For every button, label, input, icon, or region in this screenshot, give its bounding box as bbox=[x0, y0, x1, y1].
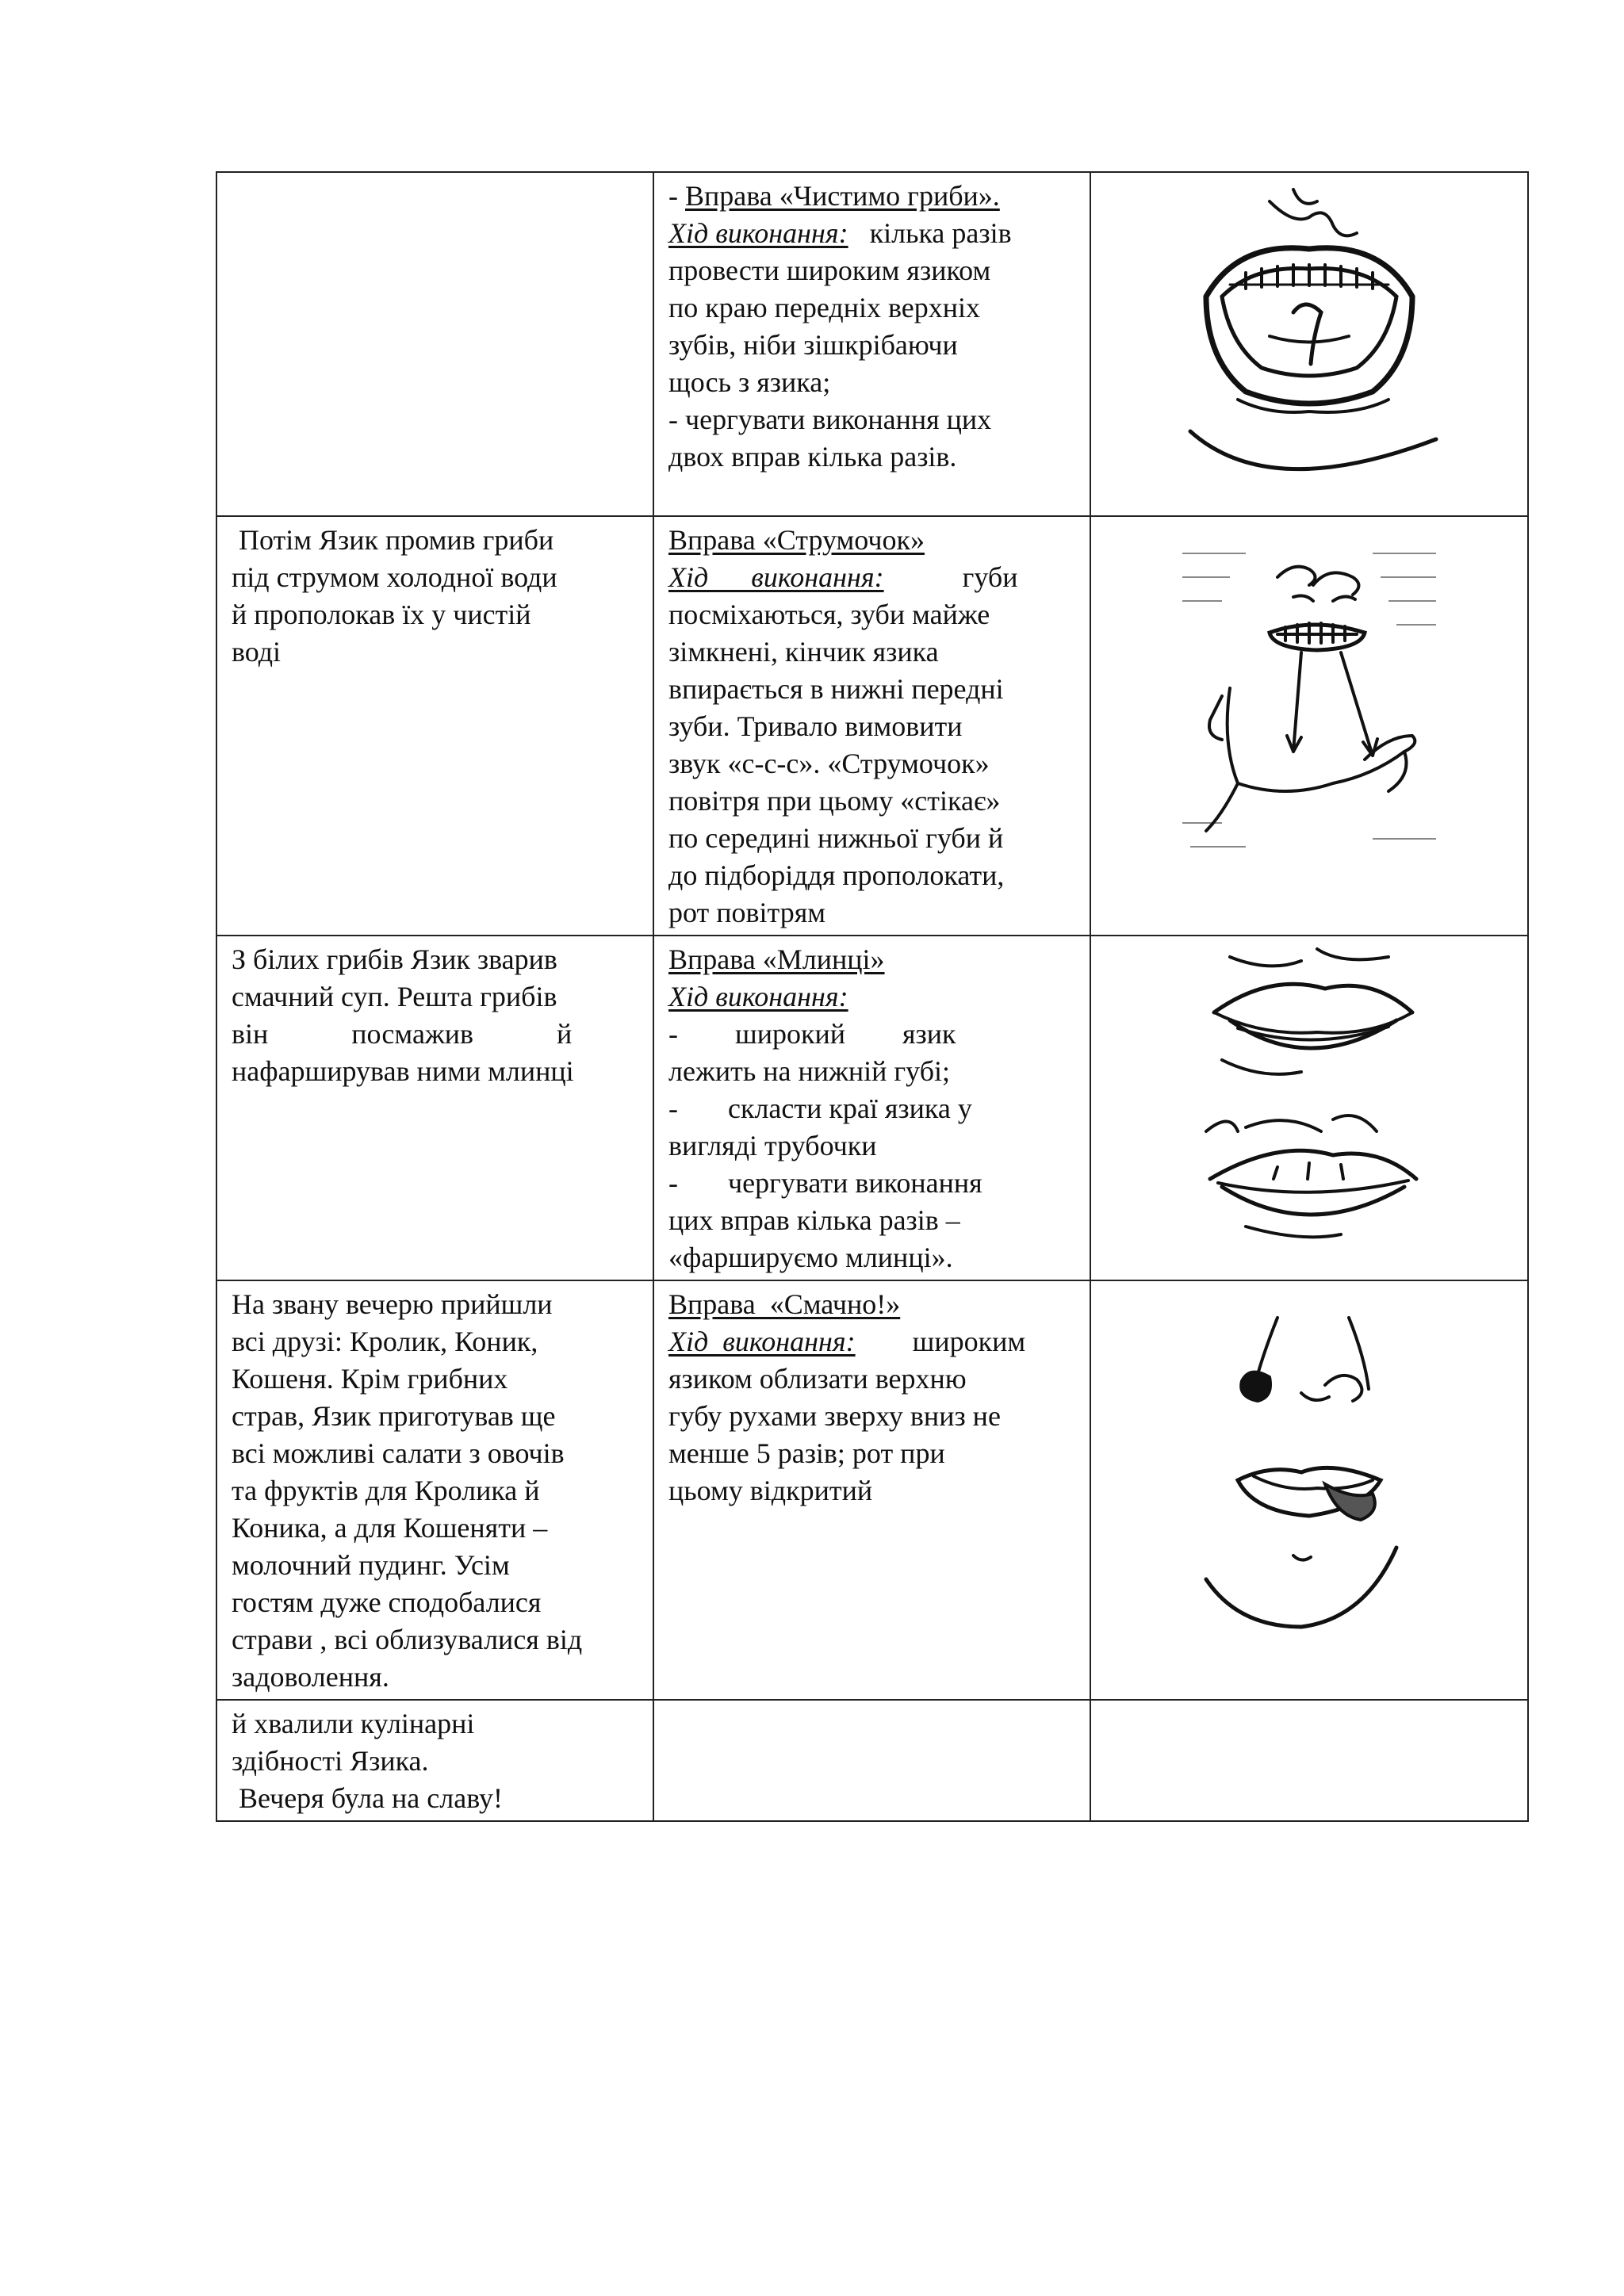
illustration-cell bbox=[1090, 1700, 1528, 1821]
method-label: Хід виконання: bbox=[668, 561, 884, 593]
exercise-cell bbox=[653, 1700, 1090, 1821]
exercise-cell: Вправа «Смачно!» Хід виконання: широким язиком облизати верхню губу рухами зверху вниз не менше 5 разів; рот при цьому відкритий bbox=[653, 1280, 1090, 1700]
method-label: Хід виконання: bbox=[668, 1326, 856, 1357]
exercise-title: Вправа «Млинці» bbox=[668, 943, 885, 975]
illustration-cell bbox=[1090, 936, 1528, 1280]
story-cell: Потім Язик промив гриби під струмом холодної води й прополокав їх у чистій воді bbox=[216, 516, 653, 936]
story-cell: На звану вечерю прийшли всі друзі: Кролик, Коник, Кошеня. Крім грибних страв, Язик приготував ще всі можливі салати з овочів та фруктів для Кролика й Коника, а для Кошеняти – молочний пудинг. Усім гостям дуже сподобалися страви , всі облизувалися від задоволення. bbox=[216, 1280, 653, 1700]
table-row bbox=[216, 172, 1528, 516]
table-row bbox=[216, 1700, 1528, 1821]
exercise-cell: Вправа «Млинці» Хід виконання: - широкий язик лежить на нижній губі; - скласти краї язика у вигляді трубочки - чергувати виконання цих вправ кілька разів – «фаршируємо млинці». bbox=[653, 936, 1090, 1280]
mouth-open-tongue-illustration bbox=[1174, 178, 1444, 495]
table-row bbox=[216, 1280, 1528, 1700]
stream-exhale-face-illustration bbox=[1174, 522, 1444, 871]
exercise-cell: Вправа «Струмочок» Хід виконання: губи посміхаються, зуби майже зімкнені, кінчик язика впирається в нижні передні зуби. Тривало вимовити звук «с-с-с». «Струмочок» повітря при цьому «стікає» по середині нижньої губи й до підборіддя прополокати, рот повітрям bbox=[653, 516, 1090, 936]
story-cell bbox=[216, 172, 653, 516]
lip-licking-face-illustration bbox=[1182, 1286, 1436, 1651]
story-cell: З білих грибів Язик зварив смачний суп. Решта грибів він посмажив й нафарширував ними млинці bbox=[216, 936, 653, 1280]
exercise-cell: - Вправа «Чистимо гриби». Хід виконання: кілька разів провести широким язиком по краю передніх верхніх зубів, ніби зішкрібаючи щось з язика; - чергувати виконання цих двох вправ кілька разів. bbox=[653, 172, 1090, 516]
exercise-title: Вправа «Смачно!» bbox=[668, 1288, 901, 1320]
illustration-cell bbox=[1090, 172, 1528, 516]
method-label: Хід виконання: bbox=[668, 217, 848, 249]
exercise-title: Вправа «Чистимо гриби». bbox=[685, 180, 1000, 212]
exercise-title: Вправа «Струмочок» bbox=[668, 524, 925, 556]
table-row bbox=[216, 516, 1528, 936]
illustration-cell bbox=[1090, 1280, 1528, 1700]
table-row bbox=[216, 936, 1528, 1280]
pancake-tongue-illustration bbox=[1182, 941, 1436, 1258]
method-label: Хід виконання: bbox=[668, 981, 848, 1012]
exercise-table bbox=[216, 171, 1529, 1822]
story-cell: й хвалили кулінарні здібності Язика. Вечеря була на славу! bbox=[216, 1700, 653, 1821]
illustration-cell bbox=[1090, 516, 1528, 936]
